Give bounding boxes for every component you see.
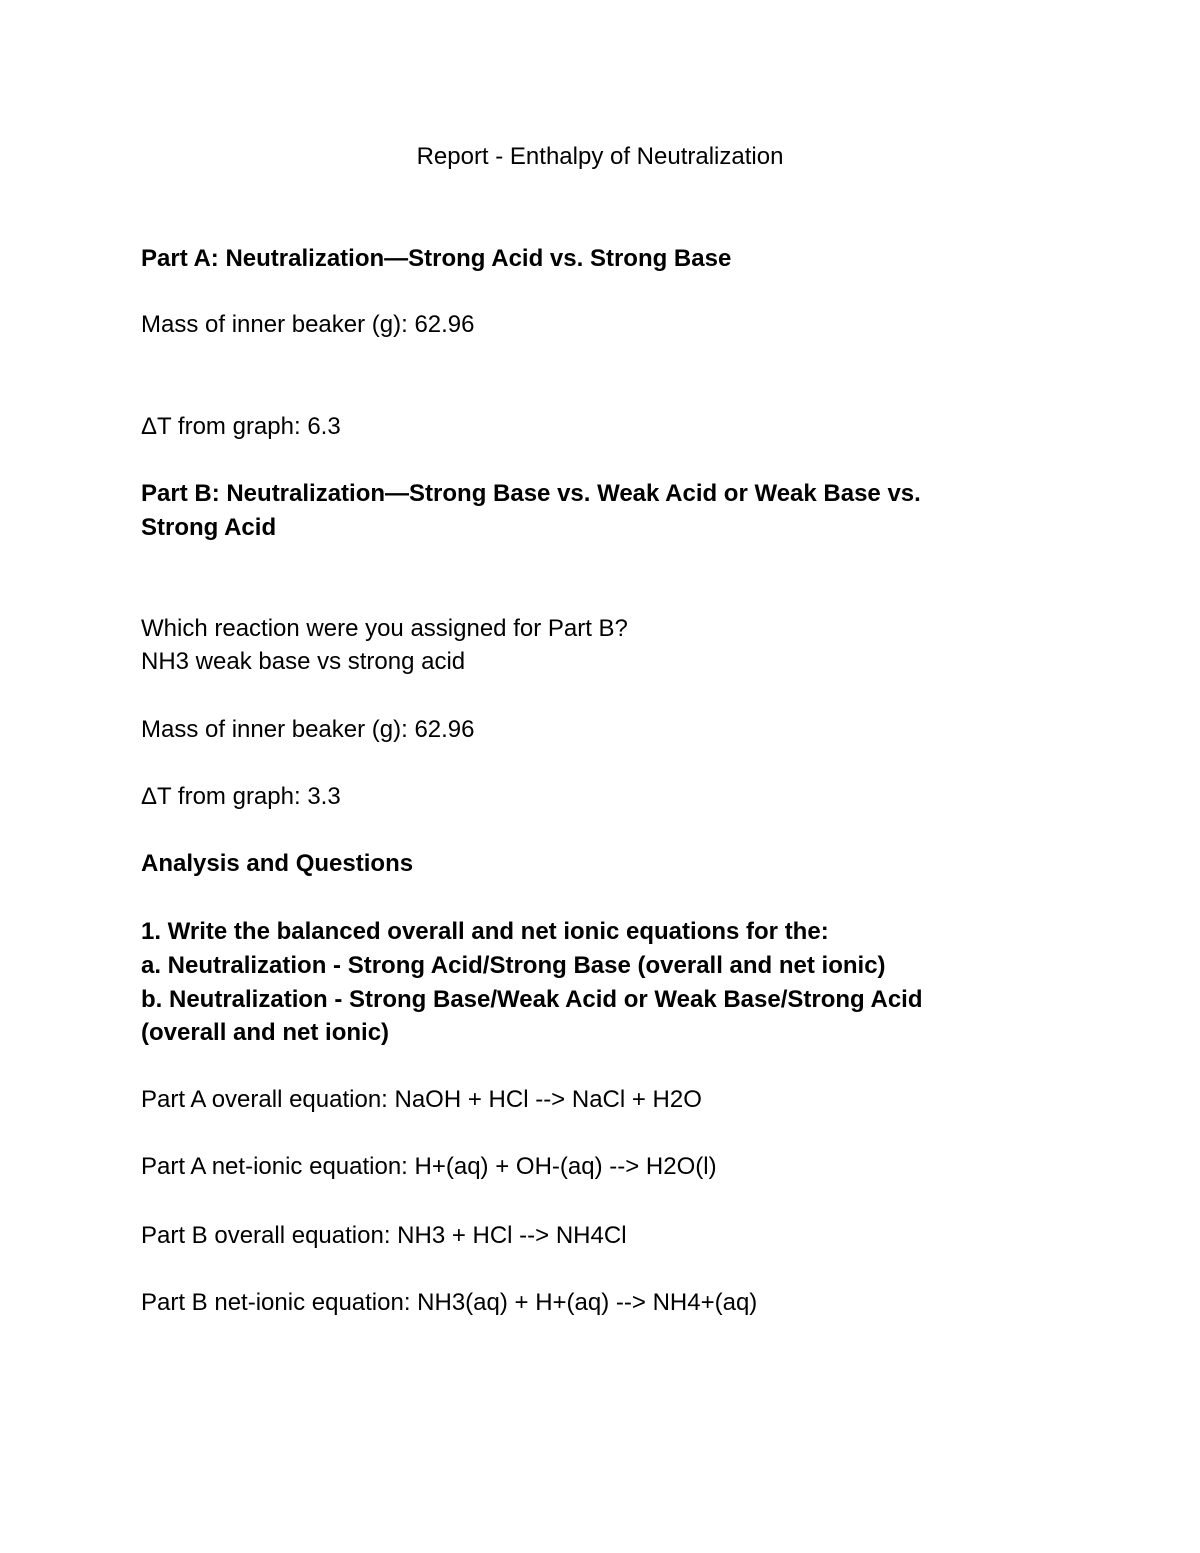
question-1b-cont: (overall and net ionic) [141,1019,390,1046]
part-b-net-ionic-equation: Part B net-ionic equation: NH3(aq) + H+(aq) --> NH4+(aq) [141,1289,758,1316]
part-a-delta-t: ΔT from graph: 6.3 [141,413,341,440]
question-1b: b. Neutralization - Strong Base/Weak Acid or Weak Base/Strong Acid [141,986,923,1013]
part-a-mass: Mass of inner beaker (g): 62.96 [141,311,475,338]
part-b-question: Which reaction were you assigned for Part B? [141,615,628,642]
part-b-heading: Part B: Neutralization—Strong Base vs. Weak Acid or Weak Base vs. [141,480,921,507]
part-b-answer: NH3 weak base vs strong acid [141,648,466,675]
analysis-heading: Analysis and Questions [141,850,414,877]
part-b-heading-cont: Strong Acid [141,514,277,541]
part-b-overall-equation: Part B overall equation: NH3 + HCl --> NH4Cl [141,1222,627,1249]
part-b-delta-t: ΔT from graph: 3.3 [141,783,341,810]
question-1a: a. Neutralization - Strong Acid/Strong Base (overall and net ionic) [141,952,886,979]
question-1: 1. Write the balanced overall and net ionic equations for the: [141,918,829,945]
document-title: Report - Enthalpy of Neutralization [416,143,784,170]
part-a-heading: Part A: Neutralization—Strong Acid vs. Strong Base [141,245,732,272]
part-a-net-ionic-equation: Part A net-ionic equation: H+(aq) + OH-(aq) --> H2O(l) [141,1153,717,1180]
part-b-mass: Mass of inner beaker (g): 62.96 [141,716,475,743]
part-a-overall-equation: Part A overall equation: NaOH + HCl --> NaCl + H2O [141,1086,702,1113]
